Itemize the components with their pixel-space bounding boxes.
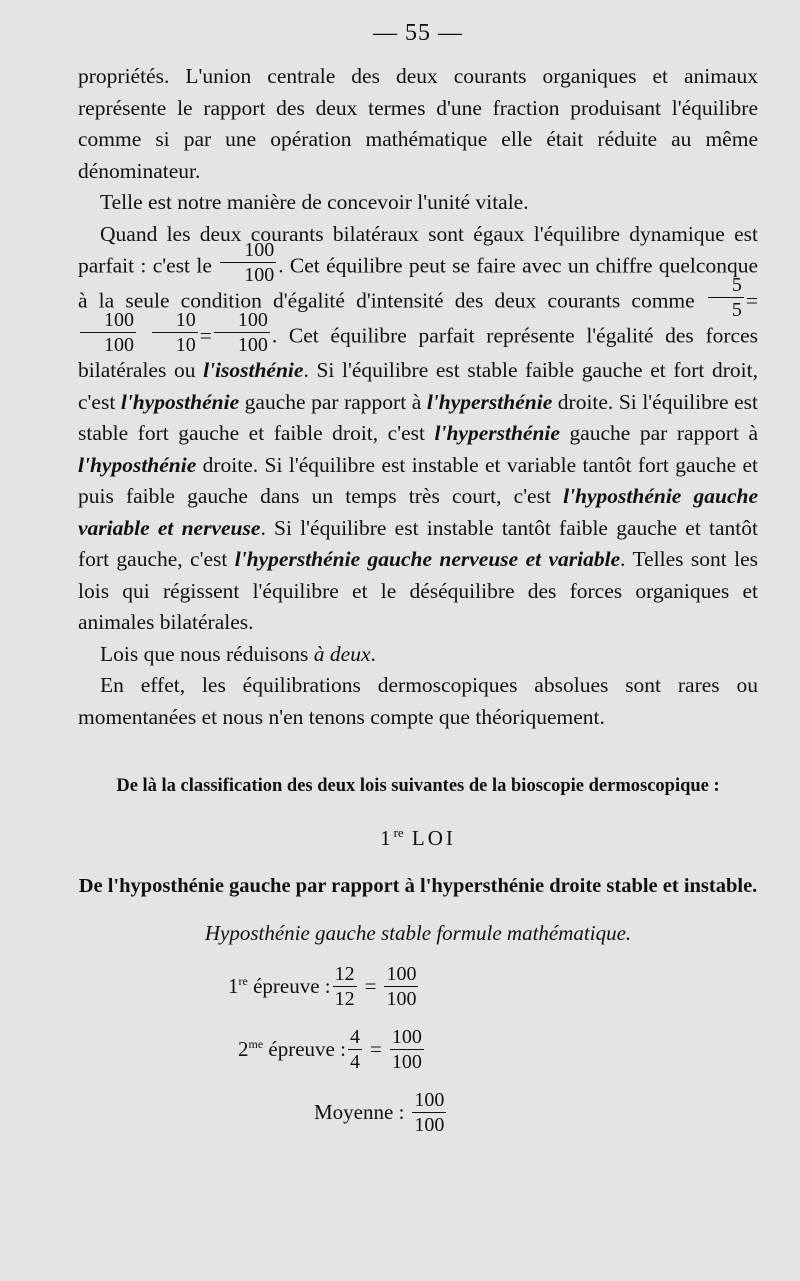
formula-row-2: $2^{me}$ épreuve : $\frac{4}{4}$ = $\frac{100}{100}$: [238, 1026, 422, 1073]
fraction-10-10: $\frac{10}{10}$: [152, 310, 198, 355]
emphasis-a-deux: à deux: [313, 641, 371, 666]
term-hypersthenie: l'hypersthénie: [434, 421, 560, 445]
paragraph-2: Telle est notre manière de concevoir l'unité vitale.: [100, 190, 529, 214]
fraction-100-100: $\frac{100}{100}$: [214, 310, 270, 355]
paragraph-1: propriétés. L'union centrale des deux courants organiques et animaux représente le rapport des deux termes d'une fraction produisant l'équilibre comme si par une opération mathématique elle était réduite au même dénominateur.: [78, 64, 758, 183]
term-isosthenie: l'isosthénie: [203, 358, 304, 382]
term-hyposthenie: l'hyposthénie: [78, 452, 197, 477]
loi-heading: 1re LOI: [380, 825, 456, 850]
term-hypersthenie: l'hypersthénie: [426, 389, 553, 414]
fraction-100-100: $\frac{100}{100}$: [220, 240, 276, 285]
term-hyposthenie: l'hyposthénie: [120, 389, 240, 414]
formula-row-1: 1re épreuve : $\frac{12}{12}$ = $\frac{100}{100}$: [228, 963, 417, 1010]
fraction-5-5: $\frac{5}{5}$: [708, 275, 744, 320]
fraction-100-100: $\frac{100}{100}$: [414, 1089, 445, 1136]
paragraph-5: En effet, les équilibrations dermoscopiques absolues sont rares ou momentanées et nous n'en tenons compte que théoriquement.: [78, 673, 758, 729]
fraction-100-100: $\frac{100}{100}$: [391, 1026, 422, 1073]
section-title: De là la classification des deux lois suivantes de la bioscopie dermoscopique :: [116, 776, 720, 796]
paragraph-4: Lois que nous réduisons à deux.: [100, 641, 376, 666]
term-hyposthenie-gauche: l'hyposthénie gauche variable et nerveuse: [78, 484, 758, 540]
page-number: — 55 —: [373, 20, 463, 46]
loi-title: De l'hyposthénie gauche par rapport à l'hypersthénie droite stable et instable.: [78, 875, 758, 897]
formula-title: Hyposthénie gauche stable formule mathématique.: [204, 921, 632, 945]
fraction-100-100: $\frac{100}{100}$: [80, 310, 136, 355]
fraction-100-100: $\frac{100}{100}$: [386, 963, 417, 1010]
fraction-4-4: $\frac{4}{4}$: [349, 1026, 360, 1073]
formula-row-moyenne: Moyenne : $\frac{100}{100}$: [314, 1089, 445, 1136]
paragraph-3: Quand les deux courants bilatéraux sont égaux l'équilibre dynamique est parfait : c'est le $\frac{100}{100}$ . Cet équilibre peut se faire avec un chiffre quelconque à la seule condition d'égalité d'intensité des deux courants comme $\frac{5}{5}$ = $\frac{100}{100}$ $\frac{10}{10}$ = $\frac{100}{100}$ . Cet équilibre parfait représente l'égalité des forces bilatérales ou l'isosthénie. Si l'équilibre est stable faible gauche et fort droit, c'est l'hyposthénie gauche par rapport à l'hypersthénie droite. Si l'équilibre est stable fort gauche et faible droit, c'est l'hypersthénie gauche par rapport à l'hyposthénie droite. Si l'équilibre est instable et variable tantôt fort gauche et puis faible gauche dans un temps très court, c'est l'hyposthénie gauche variable et nerveuse. Si l'équilibre est instable tantôt faible gauche et tantôt fort gauche, c'est l'hypersthénie gauche nerveuse et variable. Telles sont les lois qui régissent l'équilibre et le déséquilibre des forces organiques et animales bilatérales.: [78, 221, 759, 634]
term-hypersthenie-gauche: l'hypersthénie gauche nerveuse et variable: [234, 547, 621, 571]
fraction-12-12: $\frac{12}{12}$: [334, 963, 355, 1010]
